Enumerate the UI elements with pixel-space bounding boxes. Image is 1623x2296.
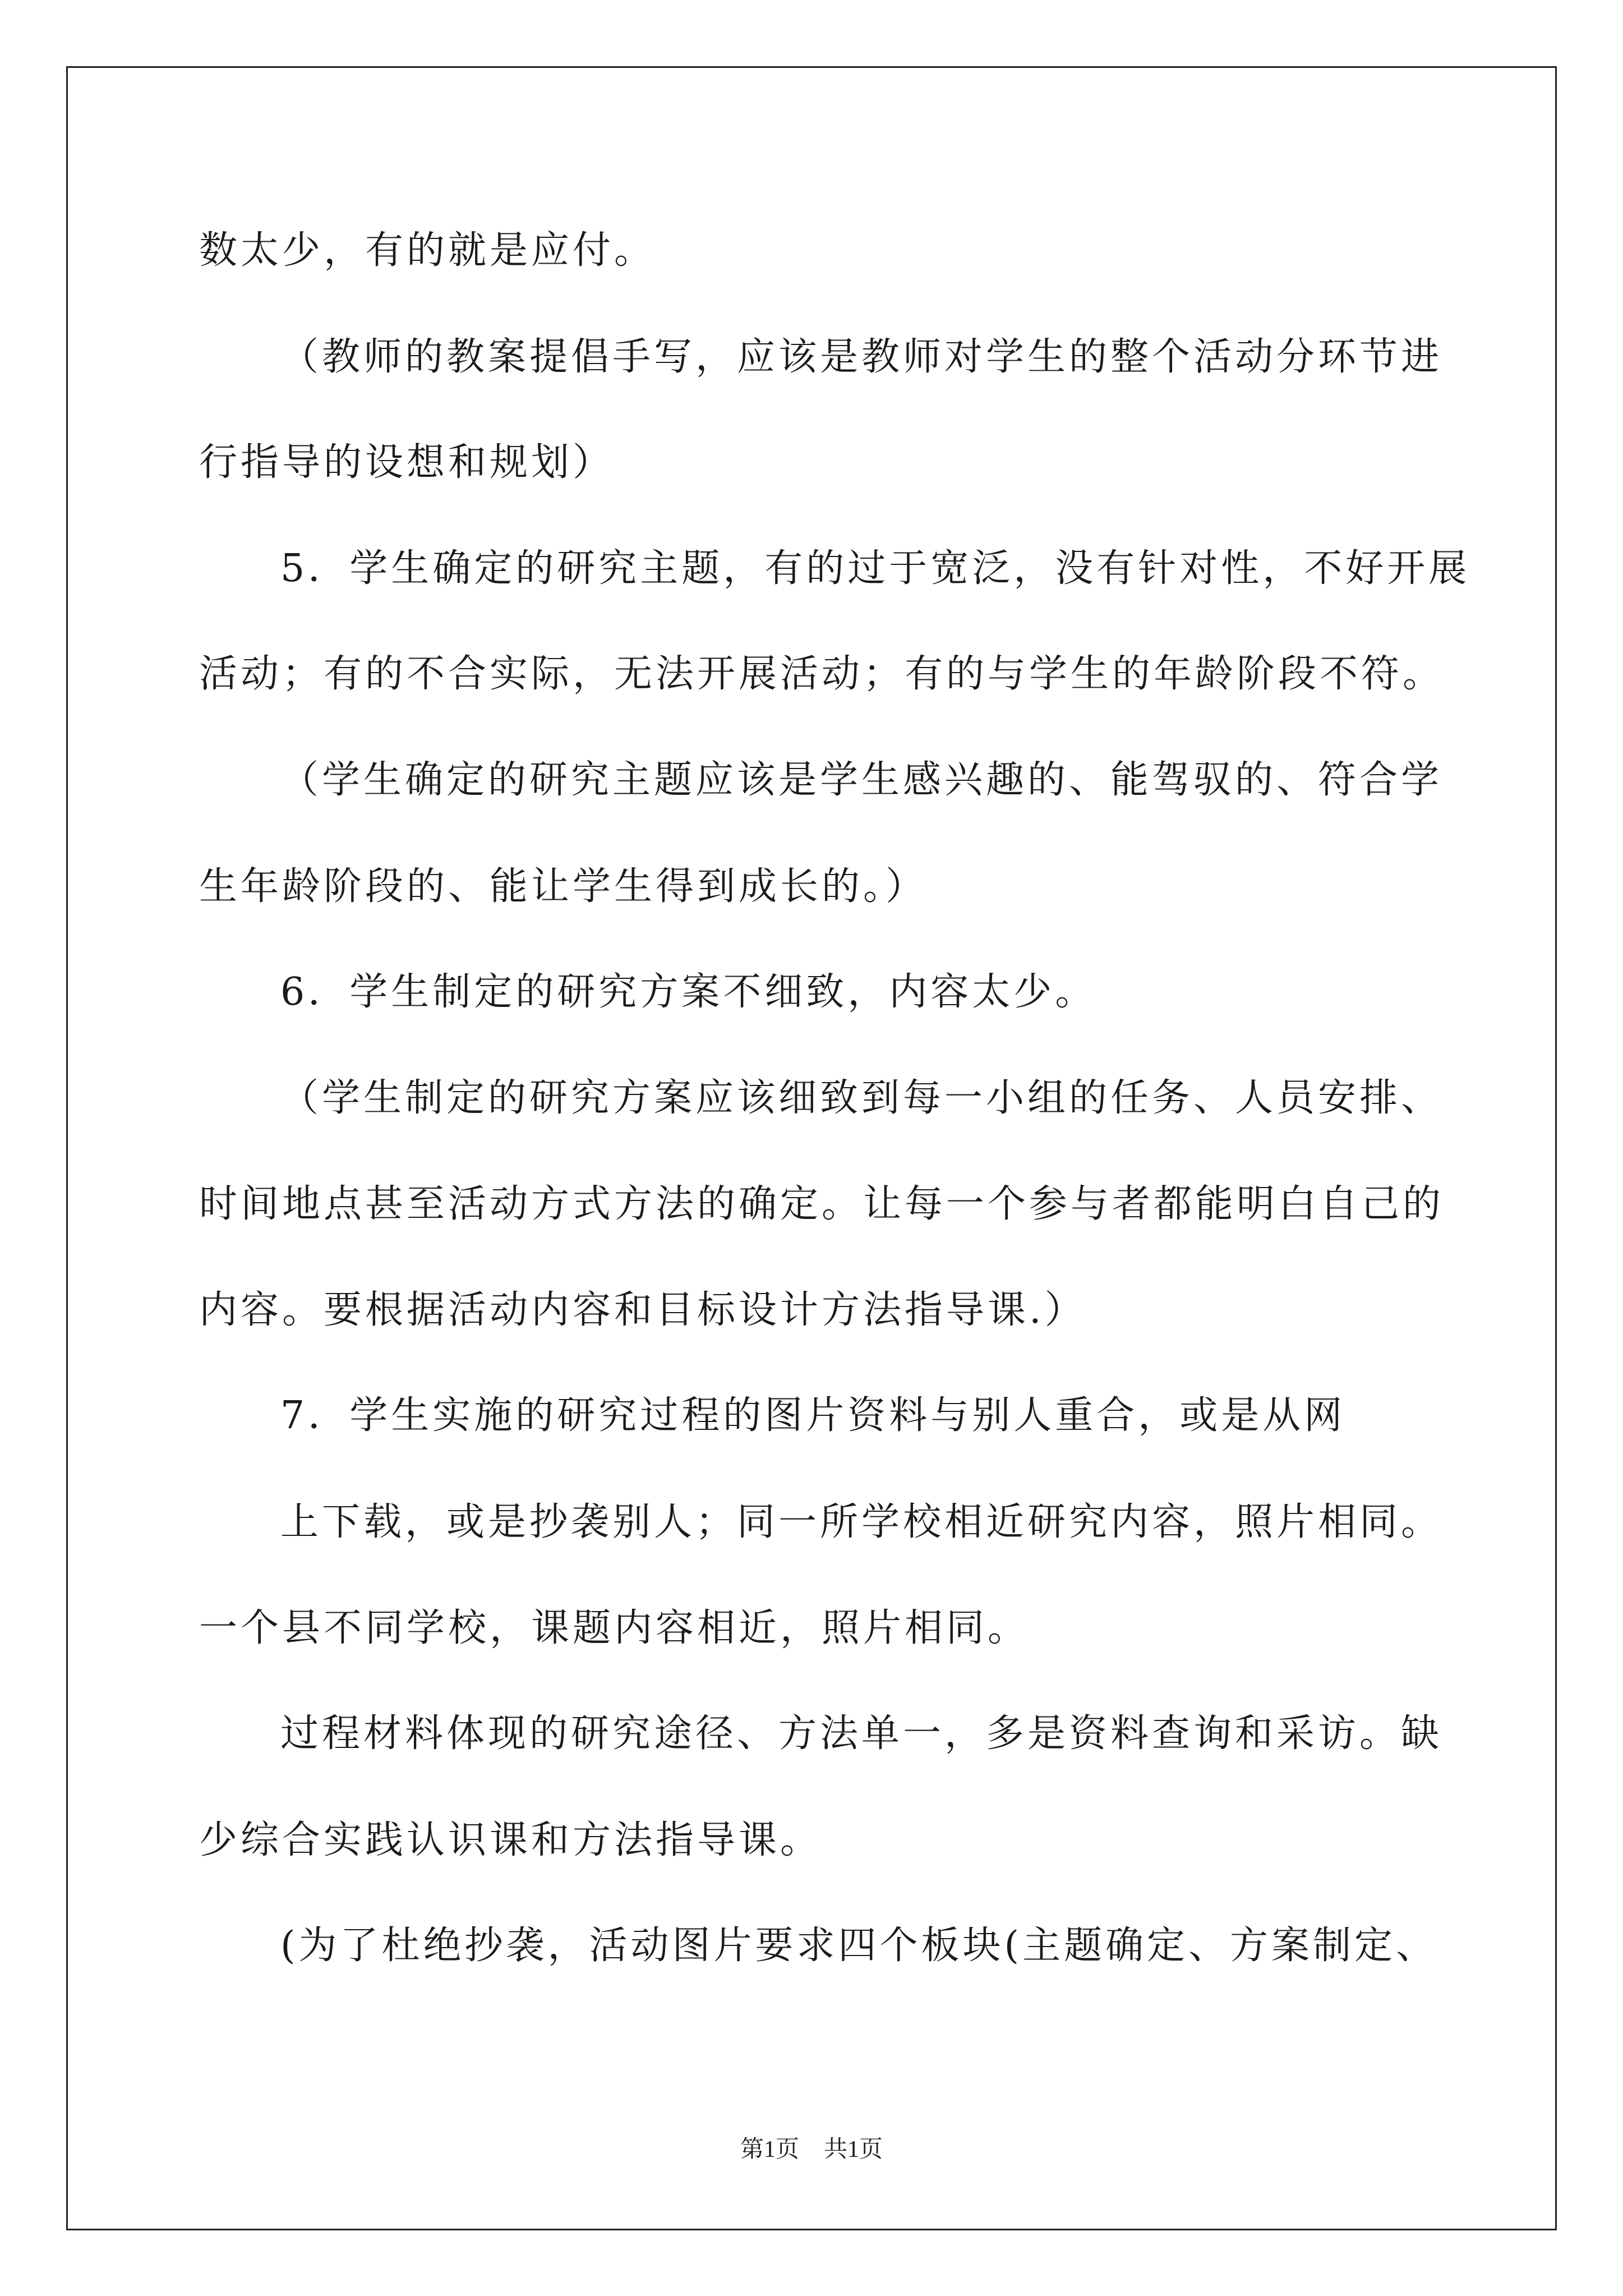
text-line: 行指导的设想和规划） [199, 440, 615, 485]
text-line: 生年龄阶段的、能让学生得到成长的。） [199, 864, 928, 909]
text-line: （学生制定的研究方案应该细致到每一小组的任务、人员安排、 [280, 1076, 1443, 1120]
page-number-current: 第1页 [740, 2137, 799, 2162]
text-line: 活动；有的不合实际，无法开展活动；有的与学生的年龄阶段不符。 [199, 652, 1445, 696]
text-line: 内容。要根据活动内容和目标设计方法指导课.） [199, 1288, 1086, 1332]
page-border [66, 66, 1557, 2230]
text-line: 少综合实践认识课和方法指导课。 [199, 1818, 822, 1862]
text-line: 6．学生制定的研究方案不细致，内容太少。 [280, 970, 1097, 1014]
text-line: 过程材料体现的研究途径、方法单一，多是资料查询和采访。缺 [280, 1711, 1443, 1756]
text-line: （教师的教案提倡手写，应该是教师对学生的整个活动分环节进 [280, 335, 1443, 379]
page-number-total: 共1页 [824, 2137, 883, 2162]
text-line: 5．学生确定的研究主题，有的过于宽泛，没有针对性，不好开展 [280, 546, 1470, 591]
text-line: （学生确定的研究主题应该是学生感兴趣的、能驾驭的、符合学 [280, 758, 1443, 802]
text-line: 时间地点甚至活动方式方法的确定。让每一个参与者都能明白自己的 [199, 1182, 1445, 1226]
text-line: 7．学生实施的研究过程的图片资料与别人重合，或是从网 [280, 1393, 1346, 1438]
text-line: 一个县不同学校，课题内容相近，照片相同。 [199, 1606, 1030, 1650]
text-line: 数太少，有的就是应付。 [199, 228, 656, 273]
page-footer [0, 2131, 1623, 2164]
text-line: (为了杜绝抄袭，活动图片要求四个板块(主题确定、方案制定、 [280, 1924, 1438, 1968]
text-line: 上下载，或是抄袭别人；同一所学校相近研究内容，照片相同。 [280, 1500, 1443, 1544]
